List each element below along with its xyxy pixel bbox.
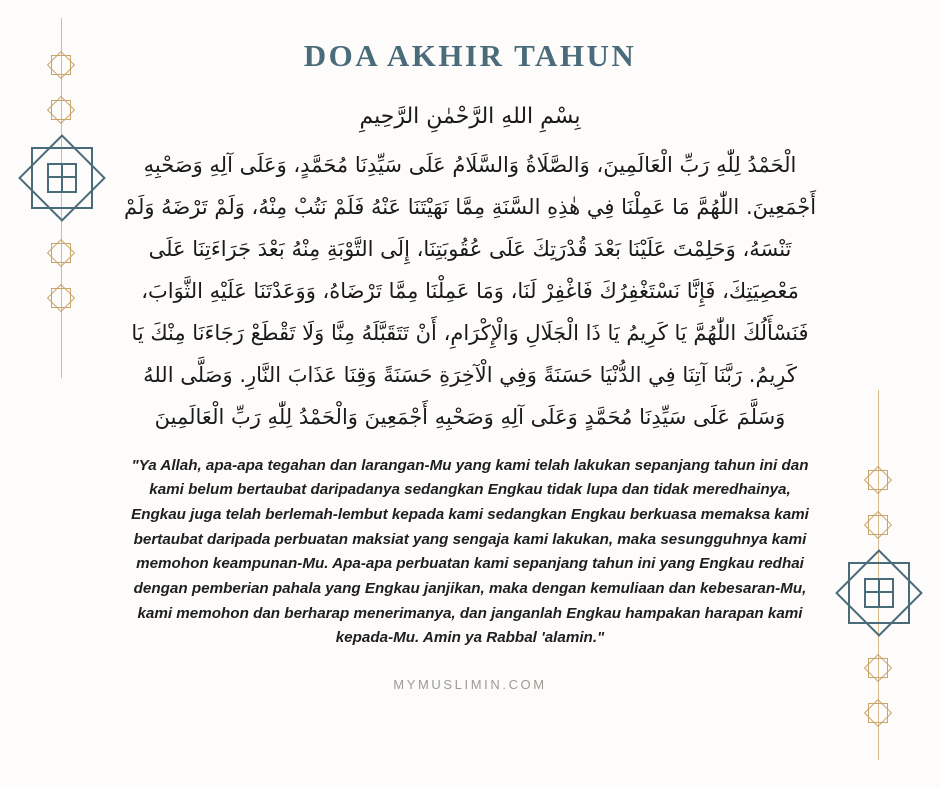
document-content xyxy=(110,0,830,788)
bismillah-line: بِسْمِ اللهِ الرَّحْمٰنِ الرَّحِيمِ xyxy=(359,104,581,129)
medallion-ornament-icon xyxy=(848,562,910,624)
arabic-prayer-text: الْحَمْدُ لِلّٰهِ رَبِّ الْعَالَمِينَ، وَالصَّلَاةُ وَالسَّلَامُ عَلَى سَيِّدِنَا مُحَمَّدٍ، وَعَلَى آلِهِ وَصَحْبِهِ أَجْمَعِينَ. اللّٰهُمَّ مَا عَمِلْنَا فِي هٰذِهِ السَّنَةِ مِمَّا نَهَيْتَنَا عَنْهُ فَلَمْ نَتُبْ مِنْهُ، وَلَمْ تَرْضَهُ وَلَمْ تَنْسَهُ، وَحَلِمْتَ عَلَيْنَا بَعْدَ قُدْرَتِكَ عَلَى عُقُوبَتِنَا، إِلَى التَّوْبَةِ مِنْهُ بَعْدَ جَرَاءَتِنَا عَلَى مَعْصِيَتِكَ، فَإِنَّا نَسْتَغْفِرُكَ فَاغْفِرْ لَنَا، وَمَا عَمِلْنَا مِمَّا تَرْضَاهُ، وَوَعَدْتَنَا عَلَيْهِ الثَّوَابَ، فَنَسْأَلُكَ اللّٰهُمَّ يَا كَرِيمُ يَا ذَا الْجَلَالِ وَالْإِكْرَامِ، أَنْ تَتَقَبَّلَهُ مِنَّا وَلَا تَقْطَعْ رَجَاءَنَا مِنْكَ يَا كَرِيمُ. رَبَّنَا آتِنَا فِي الدُّنْيَا حَسَنَةً وَفِي الْآخِرَةِ حَسَنَةً وَقِنَا عَذَابَ النَّارِ. وَصَلَّى اللهُ وَسَلَّمَ عَلَى سَيِّدِنَا مُحَمَّدٍ وَعَلَى آلِهِ وَصَحْبِهِ أَجْمَعِينَ وَالْحَمْدُ لِلّٰهِ رَبِّ الْعَالَمِينَ xyxy=(123,152,817,429)
medallion-ornament-icon xyxy=(31,147,93,209)
left-vertical-rule xyxy=(61,18,62,378)
page-title: DOA AKHIR TAHUN xyxy=(303,38,637,73)
star-icon xyxy=(868,515,888,535)
star-icon xyxy=(51,288,71,308)
left-ornament-column xyxy=(8,0,118,788)
star-icon xyxy=(51,55,71,75)
right-vertical-rule xyxy=(878,390,879,760)
star-icon xyxy=(51,243,71,263)
site-credit: MYMUSLIMIN.COM xyxy=(393,676,547,692)
translation-text: "Ya Allah, apa-apa tegahan dan larangan-Mu yang kami telah lakukan sepanjang tahun ini dan kami belum bertaubat daripadanya sedangkan Engkau tidak lupa dan tidak meredhainya, Engkau juga telah berlemah-lembut kepada kami sedangkan Engkau berkuasa memaksa kami bertaubat daripada perbuatan maksiat yang sengaja kami lakukan, maka sesungguhnya kami memohon keampunan-Mu. Apa-apa perbuatan kami sepanjang tahun ini yang Engkau redhai dengan pemberian pahala yang Engkau janjikan, maka dengan kemuliaan dan kebesaran-Mu, kami memohon dan berharap menerimanya, dan janganlah Engkau hampakan harapan kami kepada-Mu. Amin ya Rabbal 'alamin." xyxy=(131,456,809,647)
star-icon xyxy=(51,100,71,120)
arabic-prayer-block xyxy=(120,96,820,438)
right-ornament-column xyxy=(822,0,932,788)
star-icon xyxy=(868,658,888,678)
star-icon xyxy=(868,703,888,723)
star-icon xyxy=(868,470,888,490)
